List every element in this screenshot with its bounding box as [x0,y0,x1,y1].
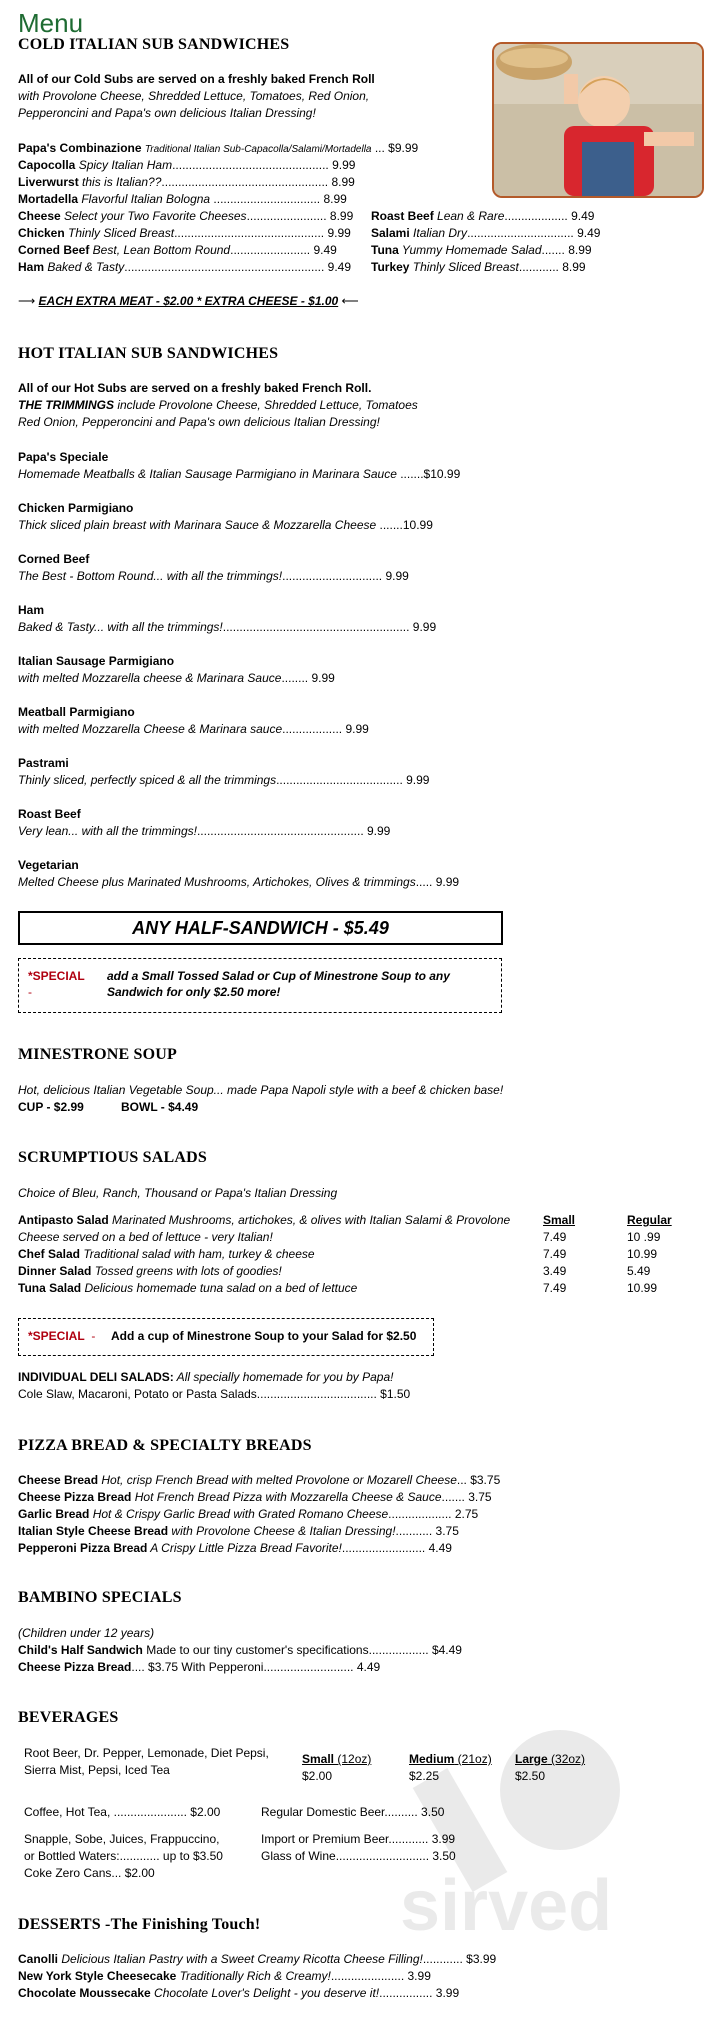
item-price: ........................................................ 9.99 [222,620,437,634]
item-name: Cheese [18,209,61,223]
item-desc: Chocolate Lover's Delight - you deserve it! [150,1986,380,2000]
salads-dressing: Choice of Bleu, Ranch, Thousand or Papa's Italian Dressing [18,1186,338,1200]
bambino-half [18,1642,462,1658]
sandwich-special-box [18,958,502,1013]
special-label: *SPECIAL - [28,1329,96,1343]
dessert-item [18,1968,431,1984]
dessert-item [18,1985,459,2001]
item-name: Cheese Pizza Bread [18,1660,132,1674]
item-price: ....... 3.75 [441,1490,492,1504]
hot-item-line [18,874,459,890]
item-name: Cheese Pizza Bread [18,1490,132,1504]
item-desc: Italian Dry [409,226,468,240]
item-desc: Made to our tiny customer's specifications [142,1643,369,1657]
salad-name: Antipasto Salad [18,1213,109,1227]
bambino-pizza [18,1659,380,1675]
pizza-item [18,1523,459,1539]
combo-item [18,140,418,158]
soup-desc: Hot, delicious Italian Vegetable Soup... made Papa Napoli style with a beef & chicken base! [18,1083,504,1097]
cold-item-salami [371,225,600,241]
item-desc: Yummy Homemade Salad [398,243,542,257]
item-desc: Lean & Rare [433,209,505,223]
item-price: ........................ 8.99 [246,209,354,223]
item-name: Ham [18,260,45,274]
arrow-left-icon: ⟵ [341,294,359,308]
hot-subs-heading: HOT ITALIAN SUB SANDWICHES [18,345,279,362]
bambino-heading: BAMBINO SPECIALS [18,1589,182,1606]
item-price: .......$10.99 [396,467,461,481]
item-desc: Thick sliced plain breast with Marinara Sauce & Mozzarella Cheese [18,518,377,532]
soup-heading: MINESTRONE SOUP [18,1046,178,1063]
item-desc: Baked & Tasty [44,260,125,274]
item-name: Italian Style Cheese Bread [18,1524,169,1538]
dessert-item [18,1951,496,1967]
item-price: ................ 3.99 [379,1986,460,2000]
salad-row [18,1280,357,1296]
salad-regular-price: 5.49 [627,1264,651,1278]
salad-row [18,1229,273,1245]
item-price: ..... 9.99 [415,875,460,889]
item-desc: Thinly Sliced Breast [64,226,175,240]
hot-item-line [18,823,390,839]
size-large: Large (32oz) [515,1752,586,1766]
extra-meat-line [18,293,359,309]
salad-special-box [18,1318,434,1356]
hot-item-line [18,517,433,533]
hot-item-line [18,568,409,584]
item-price: ............................................................ 9.49 [124,260,352,274]
salad-regular-price: 10.99 [627,1281,658,1295]
hot-item-name: Italian Sausage Parmigiano [18,654,175,668]
cold-intro-3: Pepperoncini and Papa's own delicious Italian Dressing! [18,106,316,120]
child-photo-illustration [494,44,702,196]
item-desc: Flavorful Italian Bologna [78,192,211,206]
arrow-right-icon: ⟶ [18,294,36,308]
item-desc: Hot & Crispy Garlic Bread with Grated Romano Cheese [89,1507,389,1521]
item-desc: Hot French Bread Pizza with Mozzarella Cheese & Sauce [131,1490,442,1504]
hot-intro-2 [18,397,418,413]
snapple-line-2: or Bottled Waters:............ up to $3.50 [24,1849,223,1863]
cold-item-turkey [371,259,586,275]
cold-item-corned-beef [18,242,337,258]
item-desc: Hot, crisp French Bread with melted Provolone or Mozarell Cheese [98,1473,457,1487]
special-dash: - [28,985,32,999]
item-price: ................... 9.49 [504,209,595,223]
cold-intro-2: with Provolone Cheese, Shredded Lettuce, Tomatoes, Red Onion, [18,89,370,103]
cold-item-chicken [18,225,351,241]
item-price: .................. 9.99 [282,722,369,736]
item-desc: Delicious Italian Pastry with a Sweet Creamy Ricotta Cheese Filling! [58,1952,423,1966]
salad-name: Dinner Salad [18,1264,92,1278]
item-price: ............ 8.99 [518,260,586,274]
trimmings-desc: include Provolone Cheese, Shredded Lettuce, Tomatoes [114,398,418,412]
coke-zero: Coke Zero Cans... $2.00 [24,1866,155,1880]
trimmings-label: THE TRIMMINGS [18,398,114,412]
salad-small-price: 7.49 [543,1281,567,1295]
combo-name: Papa's Combinazione [18,141,142,155]
item-name: Roast Beef [371,209,434,223]
deli-salads-prices: Cole Slaw, Macaroni, Potato or Pasta Salads.................................... $1.50 [18,1387,411,1401]
pizza-item [18,1489,492,1505]
size-medium: Medium (21oz) [409,1752,492,1766]
salad-desc: Traditional salad with ham, turkey & cheese [80,1247,315,1261]
item-desc: Select your Two Favorite Cheeses [60,209,247,223]
col-regular-header: Regular [627,1213,672,1227]
salad-name: Chef Salad [18,1247,81,1261]
salad-desc: Marinated Mushrooms, artichokes, & olives with Italian Salami & Provolone [108,1213,511,1227]
item-desc: this is Italian?? [78,175,162,189]
deli-label: INDIVIDUAL DELI SALADS: [18,1370,174,1384]
bambino-note: (Children under 12 years) [18,1626,155,1640]
item-price: ............................................. 9.99 [174,226,351,240]
item-name: Corned Beef [18,243,90,257]
item-desc: Baked & Tasty... with all the trimmings! [18,620,223,634]
price-small: $2.00 [302,1769,333,1783]
cold-item-capocolla [18,157,355,173]
size-small: Small (12oz) [302,1752,372,1766]
item-name: Turkey [371,260,410,274]
item-price: .... $3.75 With Pepperoni........................... 4.49 [131,1660,381,1674]
salad-regular-price: 10.99 [627,1247,658,1261]
item-desc: A Crispy Little Pizza Bread Favorite! [147,1541,342,1555]
salad-row [18,1246,315,1262]
price-medium: $2.25 [409,1769,440,1783]
salad-name: Tuna Salad [18,1281,82,1295]
hot-item-line [18,772,429,788]
item-name: Tuna [371,243,399,257]
hot-item-line [18,670,335,686]
item-price: ...................................... 9.99 [276,773,430,787]
item-desc: The Best - Bottom Round... with all the trimmings! [18,569,283,583]
salads-heading: SCRUMPTIOUS SALADS [18,1149,207,1166]
wine: Glass of Wine............................ 3.50 [261,1849,456,1863]
item-name: Liverwurst [18,175,79,189]
item-desc: Thinly sliced, perfectly spiced & all the trimmings [18,773,277,787]
item-price: .................................................. 8.99 [161,175,355,189]
cold-subs-heading: COLD ITALIAN SUB SANDWICHES [18,36,290,53]
item-name: Garlic Bread [18,1507,90,1521]
special-label: *SPECIAL [28,969,85,983]
hot-item-name: Meatball Parmigiano [18,705,135,719]
salad-desc: Cheese served on a bed of lettuce - very Italian! [18,1230,273,1244]
hot-item-name: Papa's Speciale [18,450,109,464]
hot-item-line [18,466,460,482]
hot-item-line [18,721,369,737]
item-name: Salami [371,226,410,240]
special-text-1: add a Small Tossed Salad or Cup of Minestrone Soup to any [107,969,450,983]
cold-item-roast-beef [371,208,594,224]
deli-salads-line [18,1369,393,1385]
item-name: New York Style Cheesecake [18,1969,177,1983]
hot-item-line [18,619,436,635]
item-desc: Thinly Sliced Breast [409,260,519,274]
cold-item-liverwurst [18,174,355,190]
pizza-item [18,1540,452,1556]
item-desc: Best, Lean Bottom Round [89,243,231,257]
half-sandwich-box: ANY HALF-SANDWICH - $5.49 [18,911,503,945]
pizza-item [18,1472,500,1488]
item-name: Child's Half Sandwich [18,1643,143,1657]
combo-price: ... $9.99 [371,141,419,155]
item-desc: Spicy Italian Ham [75,158,173,172]
salad-desc: Tossed greens with lots of goodies! [91,1264,282,1278]
beer-import: Import or Premium Beer............ 3.99 [261,1832,456,1846]
beverages-heading: BEVERAGES [18,1709,119,1726]
pizza-item [18,1506,478,1522]
hot-item-name: Roast Beef [18,807,81,821]
soup-cup: CUP - $2.99 [18,1100,84,1114]
item-price: ......................... 4.49 [341,1541,452,1555]
hot-item-name: Pastrami [18,756,69,770]
item-price: ... $3.75 [456,1473,501,1487]
salad-regular-price: 10 .99 [627,1230,661,1244]
item-name: Capocolla [18,158,76,172]
beer-domestic: Regular Domestic Beer.......... 3.50 [261,1805,445,1819]
hot-item-name: Ham [18,603,45,617]
item-price: ........ 9.99 [281,671,335,685]
cold-intro-1: All of our Cold Subs are served on a freshly baked French Roll [18,72,375,86]
item-name: Cheese Bread [18,1473,99,1487]
special-text-2: Sandwich for only $2.50 more! [107,985,281,999]
item-price: ...................... 3.99 [330,1969,431,1983]
extra-meat-text: EACH EXTRA MEAT - $2.00 * EXTRA CHEESE - $1.00 [38,294,339,308]
hot-intro-1: All of our Hot Subs are served on a freshly baked French Roll. [18,381,372,395]
svg-text:sirved: sirved [400,1866,613,1946]
item-price: ............................................... 9.99 [172,158,356,172]
pizza-heading: PIZZA BREAD & SPECIALTY BREADS [18,1437,312,1454]
item-price: .................. $4.49 [368,1643,462,1657]
cold-item-tuna [371,242,592,258]
item-name: Pepperoni Pizza Bread [18,1541,148,1555]
soda-list-2: Sierra Mist, Pepsi, Iced Tea [24,1763,170,1777]
cold-item-mortadella [18,191,347,207]
desserts-heading: DESSERTS -The Finishing Touch! [18,1916,261,1933]
child-photo [492,42,704,198]
item-name: Mortadella [18,192,79,206]
item-name: Chicken [18,226,65,240]
item-price: .................................................. 9.99 [196,824,391,838]
snapple-line-1: Snapple, Sobe, Juices, Frappuccino, [24,1832,220,1846]
hot-intro-3: Red Onion, Pepperoncini and Papa's own delicious Italian Dressing! [18,415,380,429]
hot-item-name: Chicken Parmigiano [18,501,134,515]
item-price: ................................ 8.99 [210,192,347,206]
coffee-tea: Coffee, Hot Tea, ...................... $2.00 [24,1805,221,1819]
item-desc: Melted Cheese plus Marinated Mushrooms, Artichokes, Olives & trimmings [18,875,416,889]
item-price: ................................ 9.49 [467,226,601,240]
item-desc: Very lean... with all the trimmings! [18,824,197,838]
item-price: .......10.99 [376,518,433,532]
item-price: .............................. 9.99 [282,569,409,583]
cold-item-cheese [18,208,353,224]
col-small-header: Small [543,1213,576,1227]
item-name: Chocolate Moussecake [18,1986,151,2000]
menu-title: Menu [18,8,84,38]
item-desc: Homemade Meatballs & Italian Sausage Parmigiano in Marinara Sauce [18,467,397,481]
item-desc: with melted Mozzarella Cheese & Marinara sauce [18,722,283,736]
item-price: ................... 2.75 [388,1507,479,1521]
salad-row [18,1212,510,1228]
salad-small-price: 7.49 [543,1230,567,1244]
sirved-watermark [380,1700,700,1960]
salad-small-price: 7.49 [543,1247,567,1261]
item-desc: with Provolone Cheese & Italian Dressing! [168,1524,396,1538]
soup-bowl: BOWL - $4.49 [121,1100,199,1114]
item-name: Canolli [18,1952,59,1966]
cold-item-ham [18,259,351,275]
hot-item-name: Corned Beef [18,552,90,566]
deli-desc: All specially homemade for you by Papa! [173,1370,394,1384]
price-large: $2.50 [515,1769,546,1783]
soda-list-1: Root Beer, Dr. Pepper, Lemonade, Diet Pepsi, [24,1746,269,1760]
item-desc: Traditionally Rich & Creamy! [176,1969,331,1983]
salad-small-price: 3.49 [543,1264,567,1278]
item-desc: with melted Mozzarella cheese & Marinara Sauce [18,671,282,685]
combo-desc: Traditional Italian Sub-Capacolla/Salami/Mortadella [144,144,372,155]
salad-special-text: Add a cup of Minestrone Soup to your Salad for $2.50 [111,1329,417,1343]
item-price: ............ $3.99 [422,1952,497,1966]
item-price: ........................ 9.49 [230,243,337,257]
item-price: ....... 8.99 [541,243,592,257]
hot-item-name: Vegetarian [18,858,79,872]
salad-desc: Delicious homemade tuna salad on a bed of lettuce [81,1281,358,1295]
item-price: ........... 3.75 [395,1524,459,1538]
salad-row [18,1263,282,1279]
